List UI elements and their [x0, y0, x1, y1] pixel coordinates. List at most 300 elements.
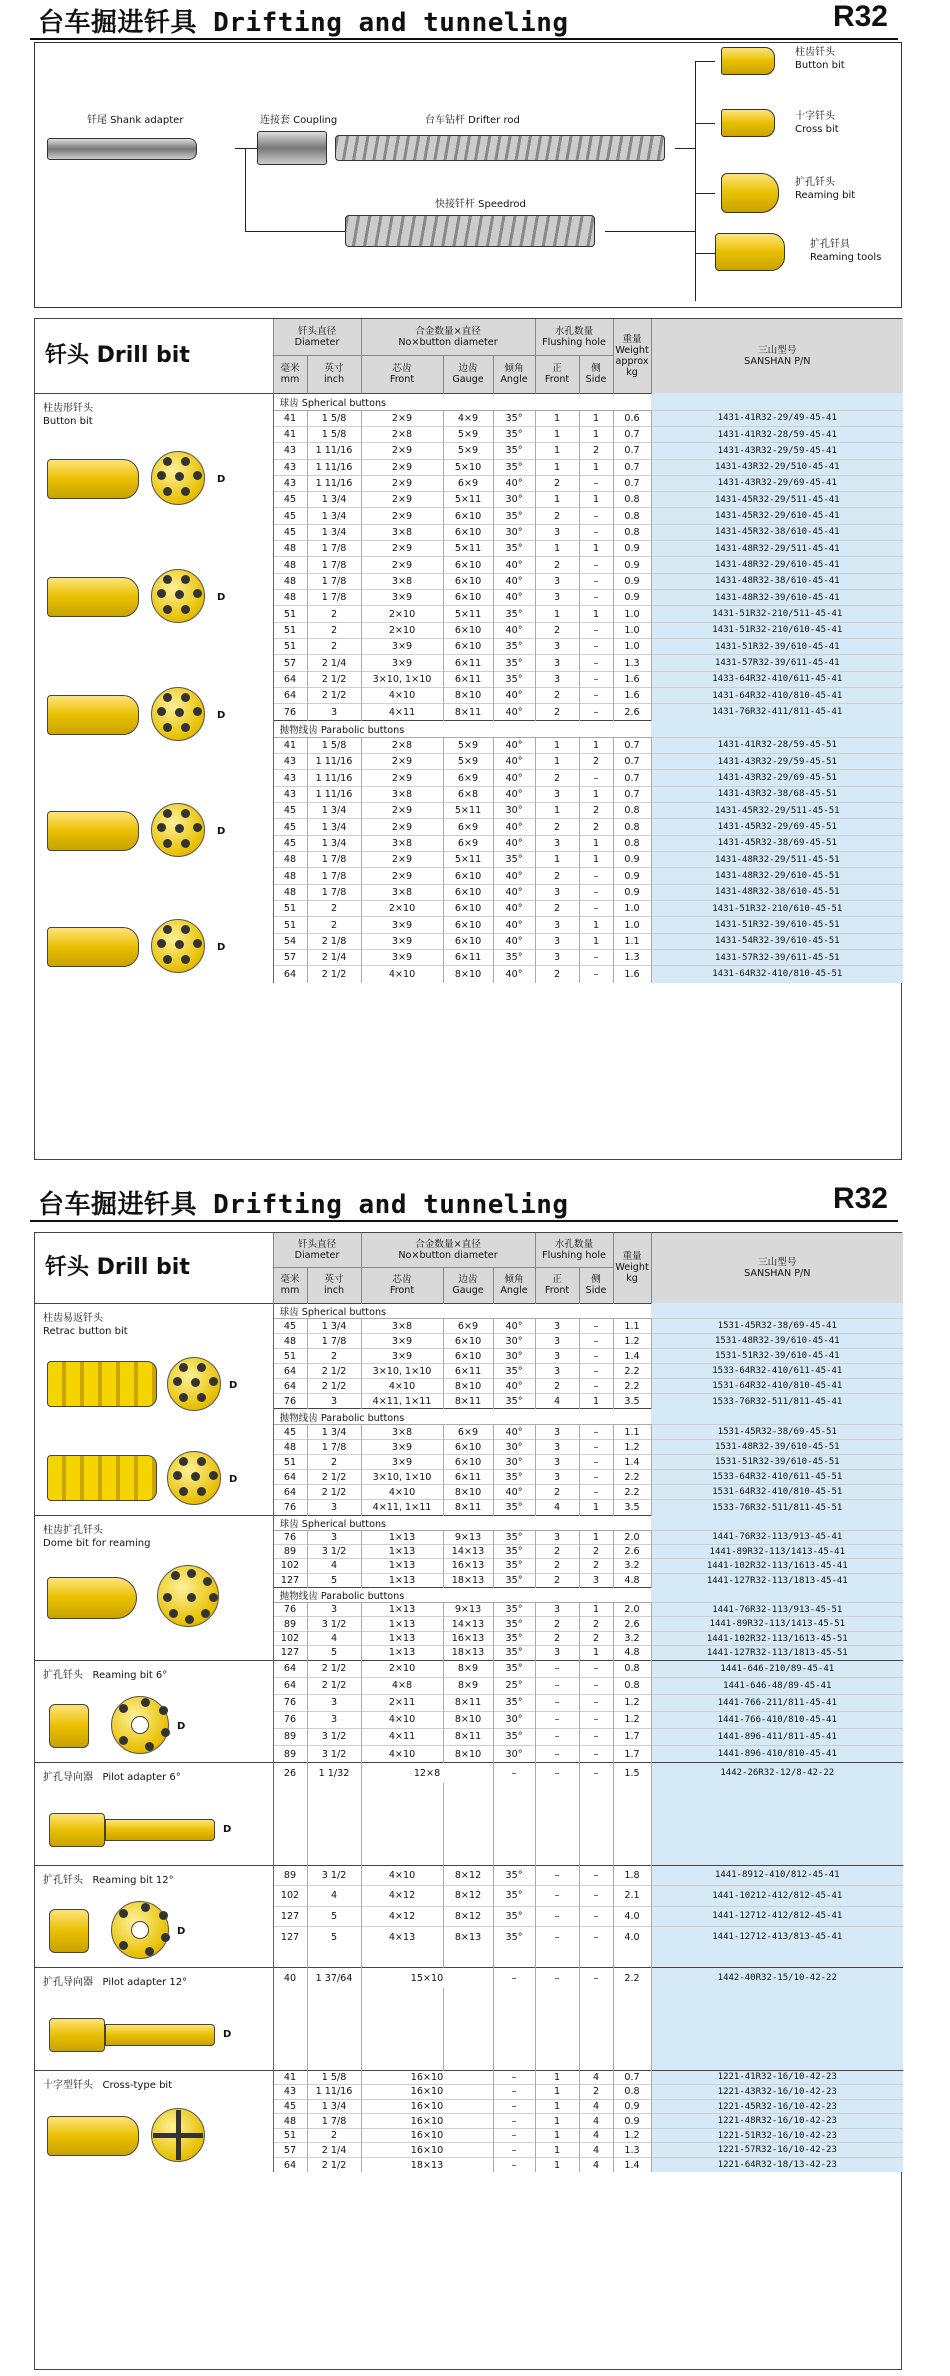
mm-cell: 64	[273, 966, 307, 983]
flush-side-cell: –	[579, 1455, 613, 1470]
gauge-cell: 6×10	[443, 884, 493, 900]
part-number-cell: 1441-10212-412/812-45-41	[651, 1886, 903, 1907]
header-pn: 三山型号 SANSHAN P/N	[651, 319, 903, 393]
empty-cell	[273, 2029, 307, 2050]
connector-line	[695, 61, 715, 62]
table-row	[35, 1763, 903, 1784]
weight-cell: 3.2	[613, 1631, 651, 1645]
empty-cell	[651, 1988, 903, 2009]
part-number-cell: 1442-40R32-15/10-42-22	[651, 1968, 903, 1989]
inch-cell: 1 5/8	[307, 410, 361, 426]
flush-side-cell: –	[579, 590, 613, 606]
part-number-cell: 1533-64R32-410/611-45-41	[651, 1364, 903, 1379]
weight-cell: 0.7	[613, 737, 651, 753]
empty-cell	[613, 1824, 651, 1845]
weight-cell: 1.3	[613, 2143, 651, 2158]
front-cell: 4×11, 1×11	[361, 1394, 443, 1409]
speedrod-label: 快接钎杆 Speedrod	[435, 199, 526, 210]
empty-cell	[535, 2029, 579, 2050]
retrac-bit-image: D	[47, 1351, 267, 1421]
header-buttons: 合金数量×直径 No×button diameter	[361, 1233, 535, 1267]
flush-side-cell: –	[579, 1677, 613, 1694]
angle-cell: 30°	[493, 1440, 535, 1455]
inch-cell: 2 1/4	[307, 950, 361, 966]
weight-cell: 0.9	[613, 590, 651, 606]
part-number-cell: 1431-43R32-29/59-45-51	[651, 754, 903, 770]
mm-cell: 76	[273, 1603, 307, 1617]
angle-cell: 35°	[493, 950, 535, 966]
part-number-cell: 1431-48R32-29/610-45-51	[651, 868, 903, 884]
mm-cell: 127	[273, 1573, 307, 1587]
buttons-combined-cell: 12×8	[361, 1763, 493, 1784]
angle-cell: 40°	[493, 688, 535, 704]
button-bit-label: 柱齿钎头 Button bit	[795, 47, 845, 71]
flush-side-cell: 2	[579, 1617, 613, 1631]
gauge-cell: 6×10	[443, 557, 493, 573]
empty-cell	[579, 1947, 613, 1968]
mm-cell: 57	[273, 2143, 307, 2158]
flush-front-cell: 3	[535, 573, 579, 589]
part-number-cell: 1431-51R32-39/610-45-51	[651, 917, 903, 933]
empty-cell	[651, 1824, 903, 1845]
empty-cell	[443, 1845, 493, 1866]
flush-front-cell: 1	[535, 2085, 579, 2100]
flush-side-cell: –	[579, 868, 613, 884]
part-number-cell: 1431-41R32-29/49-45-41	[651, 410, 903, 426]
part-number-cell: 1431-43R32-38/68-45-51	[651, 786, 903, 802]
flush-side-cell: 2	[579, 2085, 613, 2100]
weight-cell: 1.2	[613, 1440, 651, 1455]
mm-cell: 26	[273, 1763, 307, 1784]
inch-cell: 5	[307, 1573, 361, 1587]
empty-cell	[361, 1845, 443, 1866]
weight-cell: 0.9	[613, 2099, 651, 2114]
empty-cell	[273, 1988, 307, 2009]
angle-cell: 40°	[493, 770, 535, 786]
gauge-cell: 4×9	[443, 410, 493, 426]
inch-cell: 2	[307, 639, 361, 655]
weight-cell: 2.0	[613, 1530, 651, 1544]
mm-cell: 40	[273, 1968, 307, 1989]
inch-cell: 3	[307, 704, 361, 720]
flush-side-cell: 2	[579, 1559, 613, 1573]
mm-cell: 54	[273, 933, 307, 949]
empty-cell	[651, 1783, 903, 1804]
category-row	[35, 393, 903, 410]
mm-cell: 102	[273, 1559, 307, 1573]
flush-side-cell: 4	[579, 2158, 613, 2173]
flush-side-cell: 1	[579, 426, 613, 442]
weight-cell: 1.7	[613, 1746, 651, 1763]
angle-cell: 30°	[493, 524, 535, 540]
gauge-cell: 6×11	[443, 655, 493, 671]
header-mm: 毫米 mm	[273, 1267, 307, 1303]
front-cell: 3×9	[361, 1455, 443, 1470]
weight-cell: 0.8	[613, 2085, 651, 2100]
front-cell: 2×9	[361, 508, 443, 524]
empty-cell	[535, 1988, 579, 2009]
inch-cell: 1 11/16	[307, 459, 361, 475]
inch-cell: 1 5/8	[307, 2070, 361, 2085]
dome-bit-image	[47, 1563, 267, 1633]
front-cell: 2×9	[361, 492, 443, 508]
inch-cell: 3 1/2	[307, 1865, 361, 1886]
angle-cell: 30°	[493, 1455, 535, 1470]
gauge-cell: 8×10	[443, 688, 493, 704]
spacer	[43, 751, 273, 787]
flush-side-cell: 2	[579, 803, 613, 819]
flush-front-cell: 3	[535, 639, 579, 655]
flush-front-cell: 4	[535, 1500, 579, 1515]
gauge-cell: 9×13	[443, 1603, 493, 1617]
mm-cell: 43	[273, 754, 307, 770]
empty-cell	[307, 2050, 361, 2071]
inch-cell: 3	[307, 1694, 361, 1711]
cross-bit-label: 十字钎头 Cross bit	[795, 111, 839, 135]
table-row	[35, 1865, 903, 1886]
gauge-cell: 6×10	[443, 508, 493, 524]
empty-cell	[579, 2009, 613, 2030]
flush-front-cell: 1	[535, 443, 579, 459]
mm-cell: 45	[273, 835, 307, 851]
front-cell: 3×8	[361, 786, 443, 802]
front-cell: 2×9	[361, 410, 443, 426]
front-cell: 2×8	[361, 737, 443, 753]
mm-cell: 76	[273, 704, 307, 720]
weight-cell: 1.0	[613, 901, 651, 917]
connector-line	[695, 193, 715, 194]
flush-side-cell: 2	[579, 1631, 613, 1645]
flush-side-cell: –	[579, 966, 613, 983]
front-cell: 4×12	[361, 1906, 443, 1927]
mm-cell: 45	[273, 524, 307, 540]
gauge-cell: 8×10	[443, 1746, 493, 1763]
gauge-cell: 8×10	[443, 966, 493, 983]
part-number-cell: 1431-64R32-410/810-45-41	[651, 688, 903, 704]
empty-cell	[613, 1947, 651, 1968]
flush-front-cell: 3	[535, 655, 579, 671]
part-number-cell: 1431-57R32-39/611-45-41	[651, 655, 903, 671]
spacer	[43, 867, 273, 903]
gauge-cell: 6×11	[443, 1364, 493, 1379]
flush-side-cell: –	[579, 475, 613, 491]
gauge-cell: 8×11	[443, 1694, 493, 1711]
empty-cell	[613, 2029, 651, 2050]
mm-cell: 51	[273, 1455, 307, 1470]
front-cell: 2×10	[361, 1660, 443, 1677]
weight-cell: 1.1	[613, 1319, 651, 1334]
gauge-cell: 6×11	[443, 1470, 493, 1485]
header-flushing: 水孔数量 Flushing hole	[535, 319, 613, 355]
mm-cell: 43	[273, 2085, 307, 2100]
flush-side-cell: –	[579, 901, 613, 917]
part-number-cell: 1221-41R32-16/10-42-23	[651, 2070, 903, 2085]
flush-front-cell: 3	[535, 917, 579, 933]
angle-cell: 40°	[493, 622, 535, 638]
flush-front-cell: 3	[535, 835, 579, 851]
mm-cell: 43	[273, 475, 307, 491]
empty-cell	[579, 2029, 613, 2050]
coupling-image	[257, 131, 327, 165]
flush-side-cell: 2	[579, 1544, 613, 1558]
inch-cell: 1 3/4	[307, 524, 361, 540]
table-row	[35, 1660, 903, 1677]
front-cell: 3×8	[361, 1319, 443, 1334]
part-number-cell: 1441-12712-413/813-45-41	[651, 1927, 903, 1948]
flush-front-cell: 2	[535, 557, 579, 573]
gauge-cell: 5×9	[443, 426, 493, 442]
flush-side-cell: –	[579, 1485, 613, 1500]
flush-front-cell: 2	[535, 966, 579, 983]
mm-cell: 43	[273, 786, 307, 802]
category-label: 抛物线齿 Parabolic buttons	[273, 720, 651, 737]
front-cell: 4×13	[361, 1927, 443, 1948]
part-number-cell: 1431-45R32-29/511-45-41	[651, 492, 903, 508]
front-cell: 4×10	[361, 1711, 443, 1728]
weight-cell: 2.2	[613, 1485, 651, 1500]
weight-cell: 0.8	[613, 492, 651, 508]
inch-cell: 1 11/16	[307, 2085, 361, 2100]
weight-cell: 1.2	[613, 2128, 651, 2143]
flush-side-cell: 2	[579, 443, 613, 459]
empty-cell	[535, 1783, 579, 1804]
empty-cell	[443, 1783, 493, 1804]
weight-cell: 3.2	[613, 1559, 651, 1573]
part-number-cell: 1431-64R32-410/810-45-51	[651, 966, 903, 983]
gauge-cell: 8×9	[443, 1677, 493, 1694]
flush-front-cell: 3	[535, 671, 579, 687]
flush-front-cell: 1	[535, 852, 579, 868]
mm-cell: 76	[273, 1394, 307, 1409]
pilot-adapter-image: D	[47, 2000, 267, 2070]
part-number-cell: 1431-43R32-29/69-45-51	[651, 770, 903, 786]
inch-cell: 4	[307, 1886, 361, 1907]
front-cell: 3×9	[361, 1440, 443, 1455]
weight-cell: 0.8	[613, 1660, 651, 1677]
mm-cell: 45	[273, 508, 307, 524]
flush-side-cell: 4	[579, 2128, 613, 2143]
gauge-cell: 5×9	[443, 443, 493, 459]
inch-cell: 2 1/2	[307, 1470, 361, 1485]
empty-cell	[443, 1947, 493, 1968]
mm-cell: 51	[273, 917, 307, 933]
inch-cell: 1 11/16	[307, 754, 361, 770]
flush-front-cell: 2	[535, 770, 579, 786]
inch-cell: 2 1/8	[307, 933, 361, 949]
mm-cell: 127	[273, 1646, 307, 1660]
reaming-bit-label: 扩孔钎头 Reaming bit	[795, 177, 856, 201]
front-cell: 1×13	[361, 1646, 443, 1660]
front-cell: 4×10	[361, 1746, 443, 1763]
flush-side-cell: –	[579, 688, 613, 704]
inch-cell: 1 7/8	[307, 868, 361, 884]
retrac-bit-image: D	[47, 1445, 267, 1515]
section-title: 钎头 Drill bit	[35, 319, 273, 393]
inch-cell: 3 1/2	[307, 1746, 361, 1763]
empty-cell	[307, 1988, 361, 2009]
buttons-combined-cell: 16×10	[361, 2099, 493, 2114]
flush-front-cell: 1	[535, 2158, 579, 2173]
part-number-cell: 1431-51R32-39/610-45-41	[651, 639, 903, 655]
header-front: 芯齿 Front	[361, 355, 443, 393]
part-number-cell: 1221-51R32-16/10-42-23	[651, 2128, 903, 2143]
mm-cell: 89	[273, 1865, 307, 1886]
empty-cell	[443, 2050, 493, 2071]
flush-side-cell: –	[579, 704, 613, 720]
spacer	[43, 1339, 273, 1341]
product-group-label: 扩孔导向器 Pilot adapter 6°	[43, 1772, 181, 1784]
flush-side-cell: –	[579, 573, 613, 589]
empty-cell	[443, 2029, 493, 2050]
mm-cell: 64	[273, 1660, 307, 1677]
inch-cell: 1 37/64	[307, 1968, 361, 1989]
part-number-cell: 1431-51R32-210/511-45-41	[651, 606, 903, 622]
buttons-combined-cell: 16×10	[361, 2143, 493, 2158]
gauge-cell: 8×12	[443, 1906, 493, 1927]
flush-front-cell: 2	[535, 1544, 579, 1558]
mm-cell: 48	[273, 868, 307, 884]
flush-front-cell: 3	[535, 1440, 579, 1455]
inch-cell: 3	[307, 1394, 361, 1409]
drill-bit-table-1	[34, 318, 902, 1160]
cross-bit-image	[47, 2102, 267, 2172]
mm-cell: 64	[273, 1364, 307, 1379]
drill-bit-table-2	[34, 1232, 902, 2370]
mm-cell: 48	[273, 573, 307, 589]
product-group-label: 扩孔钎头 Reaming bit 6°	[43, 1669, 168, 1681]
mm-cell: 45	[273, 1319, 307, 1334]
angle-cell: –	[493, 2143, 535, 2158]
angle-cell: 40°	[493, 1425, 535, 1440]
mm-cell: 76	[273, 1500, 307, 1515]
flush-front-cell: –	[535, 1927, 579, 1948]
inch-cell: 2	[307, 917, 361, 933]
product-group-cell	[35, 1763, 273, 1866]
flush-side-cell: 3	[579, 1573, 613, 1587]
inch-cell: 3 1/2	[307, 1544, 361, 1558]
part-number-cell: 1431-45R32-29/610-45-41	[651, 508, 903, 524]
connector-line	[245, 231, 345, 232]
angle-cell: 30°	[493, 492, 535, 508]
gauge-cell: 6×8	[443, 786, 493, 802]
empty-cell	[493, 1824, 535, 1845]
mm-cell: 76	[273, 1694, 307, 1711]
empty-cell	[493, 2009, 535, 2030]
buttons-combined-cell: 18×13	[361, 2158, 493, 2173]
part-number-cell: 1441-102R32-113/1613-45-51	[651, 1631, 903, 1645]
part-number-cell: 1531-48R32-39/610-45-51	[651, 1440, 903, 1455]
mm-cell: 51	[273, 639, 307, 655]
part-number-cell: 1531-45R32-38/69-45-51	[651, 1425, 903, 1440]
flush-side-cell: 1	[579, 1500, 613, 1515]
flush-side-cell: 4	[579, 2099, 613, 2114]
front-cell: 2×9	[361, 868, 443, 884]
weight-cell: 0.9	[613, 852, 651, 868]
angle-cell: –	[493, 2128, 535, 2143]
product-group-cell	[35, 1865, 273, 1968]
flush-front-cell: 3	[535, 1455, 579, 1470]
front-cell: 2×11	[361, 1694, 443, 1711]
angle-cell: 40°	[493, 901, 535, 917]
inch-cell: 3	[307, 1500, 361, 1515]
angle-cell: 35°	[493, 443, 535, 459]
product-group-cell	[35, 1968, 273, 2071]
flush-front-cell: 3	[535, 1470, 579, 1485]
connector-line	[695, 61, 696, 301]
connector-line	[675, 148, 695, 149]
weight-cell: 1.3	[613, 655, 651, 671]
gauge-cell: 6×10	[443, 639, 493, 655]
product-group-label: 十字型钎头 Cross-type bit	[43, 2079, 173, 2091]
gauge-cell: 9×13	[443, 1530, 493, 1544]
front-cell: 3×10, 1×10	[361, 671, 443, 687]
flush-front-cell: 1	[535, 2114, 579, 2129]
flush-side-cell: –	[579, 1660, 613, 1677]
inch-cell: 2	[307, 2128, 361, 2143]
weight-cell: 0.8	[613, 1677, 651, 1694]
part-number-cell: 1441-102R32-113/1613-45-41	[651, 1559, 903, 1573]
header-inch: 英寸 inch	[307, 1267, 361, 1303]
inch-cell: 3 1/2	[307, 1728, 361, 1745]
angle-cell: –	[493, 2099, 535, 2114]
gauge-cell: 6×10	[443, 868, 493, 884]
weight-cell: 2.6	[613, 1617, 651, 1631]
drill-string-diagram	[34, 42, 902, 308]
angle-cell: 35°	[493, 1906, 535, 1927]
flush-front-cell: –	[535, 1906, 579, 1927]
angle-cell: 35°	[493, 459, 535, 475]
front-cell: 2×9	[361, 819, 443, 835]
weight-cell: 4.8	[613, 1646, 651, 1660]
angle-cell: 35°	[493, 1500, 535, 1515]
flush-front-cell: 3	[535, 786, 579, 802]
flush-side-cell: –	[579, 884, 613, 900]
flush-side-cell: 2	[579, 819, 613, 835]
angle-cell: 40°	[493, 754, 535, 770]
inch-cell: 2	[307, 606, 361, 622]
header-angle: 倾角 Angle	[493, 355, 535, 393]
part-number-cell: 1221-45R32-16/10-42-23	[651, 2099, 903, 2114]
flush-side-cell: 1	[579, 1394, 613, 1409]
front-cell: 2×9	[361, 475, 443, 491]
gauge-cell: 6×9	[443, 835, 493, 851]
mm-cell: 64	[273, 1379, 307, 1394]
category-label: 抛物线齿 Parabolic buttons	[273, 1588, 651, 1603]
flush-side-cell: 4	[579, 2143, 613, 2158]
gauge-cell: 8×10	[443, 1711, 493, 1728]
empty-cell	[613, 1988, 651, 2009]
empty-cell	[273, 1804, 307, 1825]
header-flushing: 水孔数量 Flushing hole	[535, 1233, 613, 1267]
front-cell: 1×13	[361, 1573, 443, 1587]
mm-cell: 89	[273, 1746, 307, 1763]
empty-cell	[535, 1845, 579, 1866]
flush-side-cell: –	[579, 1886, 613, 1907]
product-group-label: 柱齿扩孔钎头 Dome bit for reaming	[43, 1524, 151, 1549]
angle-cell: 25°	[493, 1677, 535, 1694]
front-cell: 2×10	[361, 901, 443, 917]
angle-cell: 40°	[493, 475, 535, 491]
flush-front-cell: 3	[535, 1349, 579, 1364]
flush-side-cell: –	[579, 1906, 613, 1927]
empty-cell	[651, 2009, 903, 2030]
angle-cell: 40°	[493, 933, 535, 949]
inch-cell: 2 1/4	[307, 2143, 361, 2158]
gauge-cell: 5×11	[443, 852, 493, 868]
empty-cell	[579, 1824, 613, 1845]
inch-cell: 1 3/4	[307, 819, 361, 835]
angle-cell: 35°	[493, 1394, 535, 1409]
